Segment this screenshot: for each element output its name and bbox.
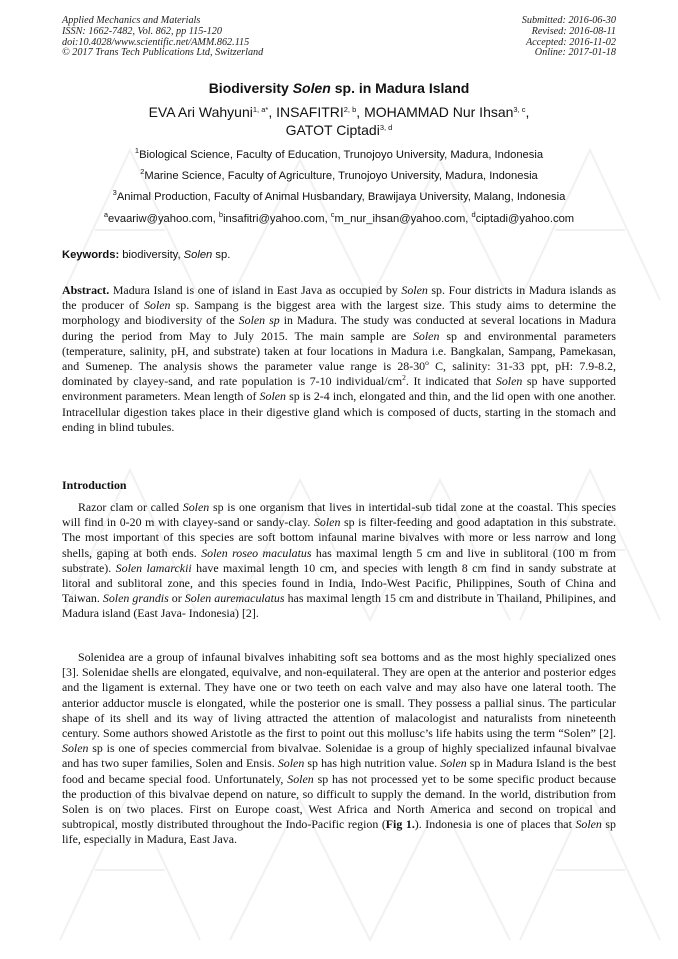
journal-copyright: © 2017 Trans Tech Publications Ltd, Switzerland [62, 47, 264, 59]
journal-issn: ISSN: 1662-7482, Vol. 862, pp 115-120 [62, 25, 222, 37]
keywords: Keywords: biodiversity, Solen sp. [62, 249, 231, 261]
date-submitted: Submitted: 2016-06-30 [521, 15, 616, 26]
affiliation-1: $^1$Biological Science, Faculty of Education, Trunojoyo University, Madura, Indonesia [134, 146, 544, 161]
intro-paragraph-2: Solenidea are a group of infaunal bivalves inhabiting soft sea bottoms and as the most highly specialized ones [3]. Solenidae shells are elongated, equivalve, and non-equilateral. They are open at the anterior and posterior edges and the ligament is external. They have one or two teeth on each valve and may also have one lateral tooth. The anterior adductor muscle is elongated, while the posterior one is small. They possess a pallial sinus. The particular shape of its shell and its way of living attracted the attention of malacologist and naturalists from nineteenth century. Some authors showed Aristotle as the first to point out this mollusc’s life habits using the term “Solen” [2]. Solen sp is one of species commercial from bivalvae. Solenidae is a group of highly specialized infaunal bivalvae and has two super families, Solen and Ensis. Solen sp has high nutrition value. Solen sp in Madura Island is the best food and became special food. Unfortunately, Solen sp has not processed yet to be some specific product because the production of this bivalvae depend on nature, so difficult to supply the demand. In the world, distribution from Solen is on two places. First on Europe coast, West Africa and North America and second on tropical and subtropical, mostly distributed throughout the Indo-Pacific region (Fig 1.). Indonesia is one of places that Solen sp life, especially in Madura, East Java. [62, 650, 617, 847]
date-accepted: Accepted: 2016-11-02 [525, 36, 616, 48]
journal-name: Applied Mechanics and Materials [62, 15, 201, 26]
figure-reference: Fig 1. [385, 817, 415, 832]
author-list: EVA Ari Wahyuni$^{1, a*}$, INSAFITRI$^{2, b}$, MOHAMMAD Nur Ihsan$^{3, c}$, GATOT Ciptadi$^{3, d}$ [148, 104, 530, 138]
journal-doi: doi:10.4028/www.scientific.net/AMM.862.115 [62, 36, 250, 48]
section-heading-introduction: Introduction [62, 478, 127, 492]
journal-info [62, 16, 263, 59]
abstract-label: Abstract. [62, 283, 110, 297]
author-name: EVA Ari Wahyuni [148, 104, 253, 120]
paper-title: Biodiversity Solen sp. in Madura Island [208, 80, 470, 96]
author-name: MOHAMMAD Nur Ihsan [364, 104, 514, 120]
submission-dates [522, 16, 616, 59]
affiliation-3: $^3$Animal Production, Faculty of Animal Husbandary, Brawijaya University, Malang, Indonesia [112, 188, 566, 203]
abstract: Abstract. Madura Island is one of island in East Java as occupied by Solen sp. Four districts in Madura islands as the producer of Solen sp. Sampang is the biggest area with the largest size. This study aims to determine the morphology and biodiversity of the Solen sp in Madura. The study was conducted at several locations in Madura during the period from May to July 2015. The main sample are Solen sp and environmental parameters (temperature, salinity, pH, and substrate) taken at four locations in Madura i.e. Bangkalan, Sampang, Pamekasan, and Sumenep. The analysis shows the parameter value range is 28-30$^o$ C, salinity: 31-33 ppt, pH: 7.9-8.2, dominated by clayey-sand, and rate population is 7-10 individual/$cm^2$. It indicated that Solen sp have supported environment parameters. Mean length of Solen sp is 2-4 inch, elongated and thin, and the lid open with one another. Intracellular digestion takes place in their digestive gland which is composed of ducts, starting in the stomach and ending in blind tubules. [62, 283, 617, 434]
intro-paragraph-1: Razor clam or called Solen sp is one organism that lives in intertidal-sub tidal zone at the coastal. This species will find in 0-20 m with clayey-sand or sandy-clay. Solen sp is filter-feeding and good adaptation in this substrate. The most important of this species are soft bottom infaunal marine bivalves with more or less narrow and long shells, gaping at both ends. Solen roseo maculatus has maximal length 5 cm and live in sublitoral (100 m from substrate). Solen lamarckii have maximal length 10 cm, and species with length 8 cm find in sandy substrate at litoral and sublitoral zone, and this species found in India, Indo-West Pacific, Philippines, South of China and Taiwan. Solen grandis or Solen auremaculatus has maximal length 15 cm and distribute in Thailand, Philipines, and Madura island (East Java- Indonesia) [2]. [62, 500, 617, 621]
date-revised: Revised: 2016-08-11 [531, 25, 616, 37]
email-list: $^a$evaariw@yahoo.com, $^b$insafitri@yahoo.com, $^c$m_nur_ihsan@yahoo.com, $^d$ciptadi@yahoo.com [103, 210, 575, 225]
author-name: GATOT Ciptadi [285, 122, 380, 138]
date-online: Online: 2017-01-18 [534, 47, 616, 59]
affiliation-2: $^2$Marine Science, Faculty of Agriculture, Trunojoyo University, Madura, Indonesia [140, 167, 538, 182]
author-name: INSAFITRI [276, 104, 344, 120]
